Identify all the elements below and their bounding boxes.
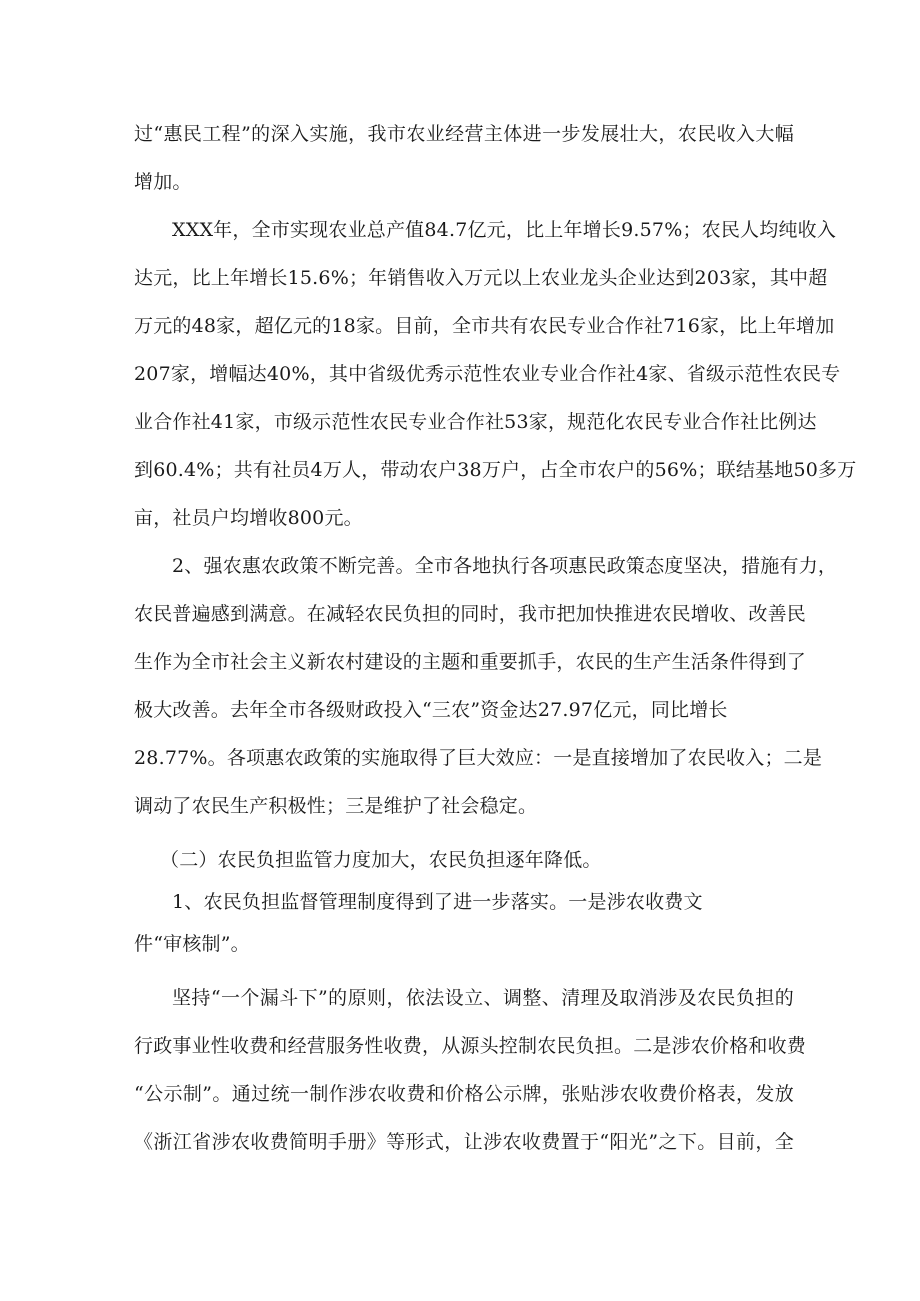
text-line: 坚持“一个漏斗下”的原则，依法设立、调整、清理及取消涉及农民负担的 bbox=[172, 987, 794, 1009]
text-line: 调动了农民生产积极性；三是维护了社会稳定。 bbox=[134, 795, 538, 817]
text-line: 2、强农惠农政策不断完善。全市各地执行各项惠民政策态度坚决，措施有力， bbox=[172, 555, 838, 577]
text-line: 极大改善。去年全市各级财政投入“三农”资金达27.97亿元，同比增长 bbox=[134, 699, 728, 721]
section-heading: （二）农民负担监管力度加大，农民负担逐年降低。 bbox=[160, 849, 602, 871]
text-line: 207家，增幅达40%，其中省级优秀示范性农业专业合作社4家、省级示范性农民专 bbox=[134, 363, 841, 385]
text-line: 1、农民负担监督管理制度得到了进一步落实。一是涉农收费文 bbox=[172, 891, 703, 913]
text-line: 到60.4%；共有社员4万人，带动农户38万户，占全市农户的56%；联结基地50多万 bbox=[134, 459, 857, 481]
text-line: 增加。 bbox=[134, 171, 192, 193]
text-line: 万元的48家，超亿元的18家。目前，全市共有农民专业合作社716家，比上年增加 bbox=[134, 315, 835, 337]
text-line: 达元，比上年增长15.6%；年销售收入万元以上农业龙头企业达到203家，其中超 bbox=[134, 267, 828, 289]
text-line: 行政事业性收费和经营服务性收费，从源头控制农民负担。二是涉农价格和收费 bbox=[134, 1035, 807, 1057]
text-line: 生作为全市社会主义新农村建设的主题和重要抓手，农民的生产生活条件得到了 bbox=[134, 651, 807, 673]
text-line: 过“惠民工程”的深入实施，我市农业经营主体进一步发展壮大，农民收入大幅 bbox=[134, 123, 794, 145]
text-line: “公示制”。通过统一制作涉农收费和价格公示牌，张贴涉农收费价格表，发放 bbox=[134, 1083, 794, 1105]
text-line: XXX年，全市实现农业总产值84.7亿元，比上年增长9.57%；农民人均纯收入 bbox=[172, 219, 837, 241]
text-line: 件“审核制”。 bbox=[134, 933, 250, 955]
text-line: 《浙江省涉农收费简明手册》等形式，让涉农收费置于“阳光”之下。目前，全 bbox=[134, 1131, 794, 1153]
text-line: 业合作社41家，市级示范性农民专业合作社53家，规范化农民专业合作社比例达 bbox=[134, 411, 817, 433]
text-line: 28.77%。各项惠农政策的实施取得了巨大效应：一是直接增加了农民收入；二是 bbox=[134, 747, 823, 769]
text-line: 农民普遍感到满意。在减轻农民负担的同时，我市把加快推进农民增收、改善民 bbox=[134, 603, 807, 625]
text-line: 亩，社员户均增收800元。 bbox=[134, 507, 363, 529]
